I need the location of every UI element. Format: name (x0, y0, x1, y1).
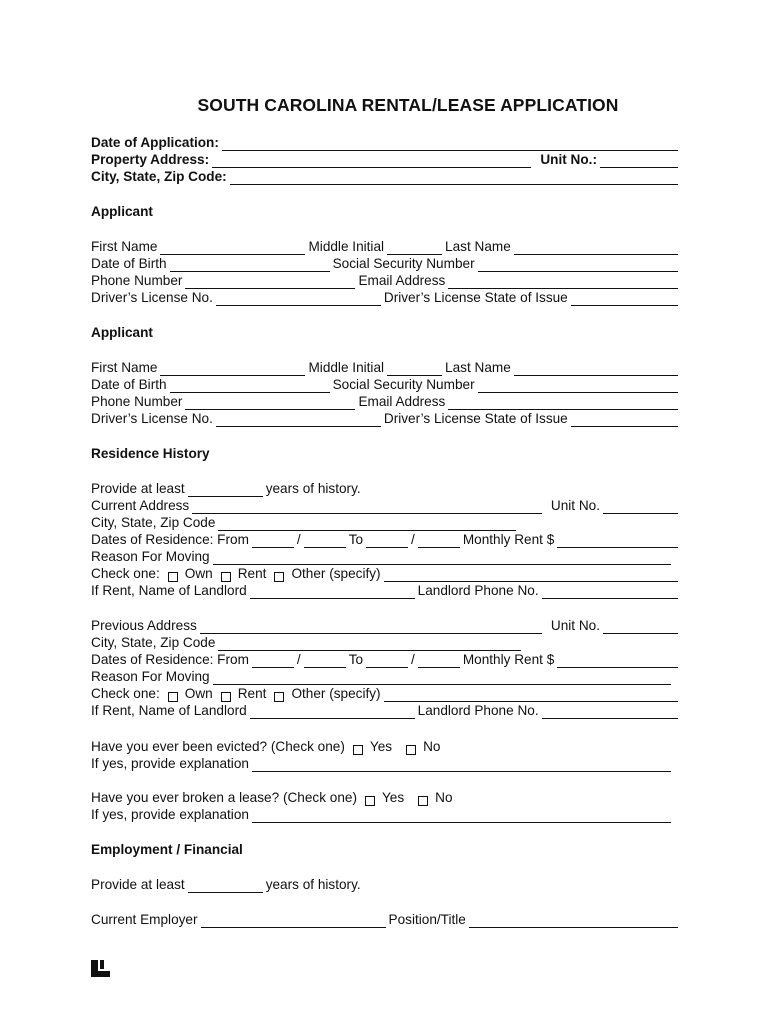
dob-field[interactable] (170, 258, 330, 272)
landlord-name-field[interactable] (250, 705, 415, 719)
from-year-field[interactable] (304, 654, 346, 668)
previous-address-field[interactable] (200, 620, 542, 634)
city-state-zip-label: City, State, Zip Code (91, 515, 216, 530)
date-of-application-field[interactable] (222, 137, 678, 151)
landlord-phone-label: Landlord Phone No. (417, 583, 539, 598)
broken-lease-question-row (91, 789, 681, 806)
previous-landlord-row (91, 702, 681, 719)
other-specify-field[interactable] (384, 688, 678, 702)
phone-label: Phone Number (91, 273, 183, 288)
current-dates-row (91, 531, 681, 548)
monthly-rent-field[interactable] (557, 654, 678, 668)
current-city-row (91, 514, 681, 531)
position-title-field[interactable] (469, 914, 678, 928)
broken-lease-explanation-label: If yes, provide explanation (91, 807, 249, 822)
broken-lease-explain-row (91, 806, 681, 823)
email-field[interactable] (448, 396, 678, 410)
property-address-label: Property Address: (91, 152, 210, 167)
other-specify-field[interactable] (384, 568, 678, 582)
ssn-label: Social Security Number (332, 256, 475, 271)
license-state-field[interactable] (571, 292, 678, 306)
license-state-label: Driver’s License State of Issue (383, 290, 568, 305)
unit-no-label: Unit No.: (540, 152, 597, 167)
reason-for-moving-label: Reason For Moving (91, 669, 210, 684)
unit-no-field[interactable] (600, 154, 678, 168)
applicant-2-phone-row (91, 393, 681, 410)
previous-city-row (91, 634, 681, 651)
previous-address-row (91, 617, 681, 634)
unit-no-field[interactable] (603, 500, 678, 514)
previous-dates-row (91, 651, 681, 668)
first-name-label: First Name (91, 360, 158, 375)
license-label: Driver’s License No. (91, 290, 213, 305)
date-separator: / (296, 652, 301, 667)
current-employer-field[interactable] (201, 914, 386, 928)
own-label: Own (184, 566, 213, 581)
previous-reason-row (91, 668, 681, 685)
ssn-field[interactable] (478, 258, 678, 272)
applicant-2-license-row (91, 410, 681, 427)
years-of-history-label: years of history. (265, 481, 361, 496)
middle-initial-field[interactable] (387, 241, 442, 255)
residence-history-heading: Residence History (91, 446, 210, 461)
phone-label: Phone Number (91, 394, 183, 409)
from-month-field[interactable] (252, 534, 294, 548)
last-name-field[interactable] (514, 362, 678, 376)
applicant-2-heading: Applicant (91, 325, 153, 340)
date-separator: / (296, 532, 301, 547)
city-state-zip-field[interactable] (218, 517, 516, 531)
current-address-field[interactable] (192, 500, 542, 514)
date-separator: / (411, 532, 415, 547)
landlord-phone-field[interactable] (542, 705, 678, 719)
ssn-label: Social Security Number (332, 377, 475, 392)
to-month-field[interactable] (366, 534, 408, 548)
license-state-label: Driver’s License State of Issue (383, 411, 568, 426)
dates-from-label: Dates of Residence: From (91, 652, 249, 667)
employment-heading: Employment / Financial (91, 842, 243, 857)
from-month-field[interactable] (252, 654, 294, 668)
current-employer-row (91, 911, 681, 928)
to-year-field[interactable] (418, 654, 460, 668)
eviction-question: Have you ever been evicted? (Check one) (91, 739, 345, 754)
broken-lease-no-label: No (435, 790, 453, 805)
own-checkbox[interactable] (168, 572, 178, 582)
broken-lease-question: Have you ever broken a lease? (Check one) (91, 790, 357, 805)
to-label: To (348, 532, 364, 547)
current-address-row (91, 497, 681, 514)
license-field[interactable] (216, 413, 381, 427)
current-landlord-row (91, 582, 681, 599)
broken-lease-yes-checkbox[interactable] (365, 796, 375, 806)
previous-address-label: Previous Address (91, 618, 197, 633)
dates-from-label: Dates of Residence: From (91, 532, 249, 547)
from-year-field[interactable] (304, 534, 346, 548)
last-name-label: Last Name (445, 239, 511, 254)
to-year-field[interactable] (418, 534, 460, 548)
city-state-zip-field[interactable] (218, 637, 521, 651)
applicant-1-dob-row (91, 255, 681, 272)
first-name-field[interactable] (160, 241, 305, 255)
rent-checkbox[interactable] (221, 572, 231, 582)
rent-label: Rent (237, 686, 267, 701)
landlord-phone-label: Landlord Phone No. (417, 703, 539, 718)
eviction-no-checkbox[interactable] (406, 745, 416, 755)
phone-field[interactable] (185, 275, 355, 289)
monthly-rent-field[interactable] (557, 534, 678, 548)
broken-lease-yes-label: Yes (381, 790, 405, 805)
phone-field[interactable] (185, 396, 355, 410)
provide-at-least-label: Provide at least (91, 481, 185, 496)
email-field[interactable] (448, 275, 678, 289)
legal-templates-logo-icon (91, 960, 110, 977)
previous-check-row (91, 685, 681, 702)
other-label: Other (specify) (291, 566, 381, 581)
date-of-application-row (91, 134, 681, 151)
applicant-1-phone-row (91, 272, 681, 289)
rent-label: Rent (237, 566, 267, 581)
eviction-explain-row (91, 755, 681, 772)
reason-for-moving-field[interactable] (213, 551, 671, 565)
first-name-field[interactable] (160, 362, 305, 376)
to-month-field[interactable] (366, 654, 408, 668)
license-field[interactable] (216, 292, 381, 306)
years-of-history-label: years of history. (265, 877, 361, 892)
last-name-field[interactable] (514, 241, 678, 255)
monthly-rent-label: Monthly Rent $ (462, 652, 555, 667)
other-checkbox[interactable] (274, 692, 284, 702)
other-checkbox[interactable] (274, 572, 284, 582)
page-title: SOUTH CAROLINA RENTAL/LEASE APPLICATION (197, 95, 619, 115)
dob-field[interactable] (170, 379, 330, 393)
unit-no-label: Unit No. (550, 498, 600, 513)
landlord-name-label: If Rent, Name of Landlord (91, 703, 247, 718)
middle-initial-label: Middle Initial (308, 239, 385, 254)
broken-lease-explanation-field[interactable] (252, 809, 671, 823)
check-one-label: Check one: (91, 566, 160, 581)
other-label: Other (specify) (291, 686, 381, 701)
broken-lease-no-checkbox[interactable] (418, 796, 428, 806)
position-title-label: Position/Title (388, 912, 466, 927)
city-state-zip-row (91, 168, 681, 185)
first-name-label: First Name (91, 239, 158, 254)
applicant-1-name-row (91, 238, 681, 255)
rent-checkbox[interactable] (221, 692, 231, 702)
current-employer-label: Current Employer (91, 912, 198, 927)
property-address-field[interactable] (212, 154, 531, 168)
date-separator: / (411, 652, 415, 667)
reason-for-moving-label: Reason For Moving (91, 549, 210, 564)
current-check-row (91, 565, 681, 582)
eviction-no-label: No (423, 739, 441, 754)
provide-at-least-label: Provide at least (91, 877, 185, 892)
ssn-field[interactable] (478, 379, 678, 393)
residence-years-row (91, 480, 681, 497)
years-of-history-field[interactable] (188, 483, 263, 497)
eviction-yes-checkbox[interactable] (353, 745, 363, 755)
applicant-1-heading: Applicant (91, 204, 153, 219)
eviction-question-row (91, 738, 681, 755)
reason-for-moving-field[interactable] (213, 671, 671, 685)
email-label: Email Address (358, 394, 446, 409)
check-one-label: Check one: (91, 686, 160, 701)
landlord-name-field[interactable] (250, 585, 415, 599)
to-label: To (348, 652, 364, 667)
applicant-1-license-row (91, 289, 681, 306)
unit-no-field[interactable] (603, 620, 678, 634)
license-label: Driver’s License No. (91, 411, 213, 426)
city-state-zip-label: City, State, Zip Code: (91, 169, 227, 184)
unit-no-label: Unit No. (550, 618, 600, 633)
eviction-explanation-label: If yes, provide explanation (91, 756, 249, 771)
dob-label: Date of Birth (91, 256, 167, 271)
landlord-phone-field[interactable] (542, 585, 678, 599)
employment-years-row (91, 876, 681, 893)
email-label: Email Address (358, 273, 446, 288)
current-reason-row (91, 548, 681, 565)
employment-years-field[interactable] (188, 879, 263, 893)
own-label: Own (184, 686, 213, 701)
own-checkbox[interactable] (168, 692, 178, 702)
city-state-zip-field[interactable] (230, 171, 678, 185)
license-state-field[interactable] (571, 413, 678, 427)
middle-initial-label: Middle Initial (308, 360, 385, 375)
monthly-rent-label: Monthly Rent $ (462, 532, 555, 547)
landlord-name-label: If Rent, Name of Landlord (91, 583, 247, 598)
date-of-application-label: Date of Application: (91, 135, 219, 150)
middle-initial-field[interactable] (387, 362, 442, 376)
property-address-row (91, 151, 681, 168)
applicant-2-dob-row (91, 376, 681, 393)
city-state-zip-label: City, State, Zip Code (91, 635, 216, 650)
applicant-2-name-row (91, 359, 681, 376)
eviction-explanation-field[interactable] (252, 758, 671, 772)
eviction-yes-label: Yes (369, 739, 393, 754)
last-name-label: Last Name (445, 360, 511, 375)
dob-label: Date of Birth (91, 377, 167, 392)
current-address-label: Current Address (91, 498, 190, 513)
